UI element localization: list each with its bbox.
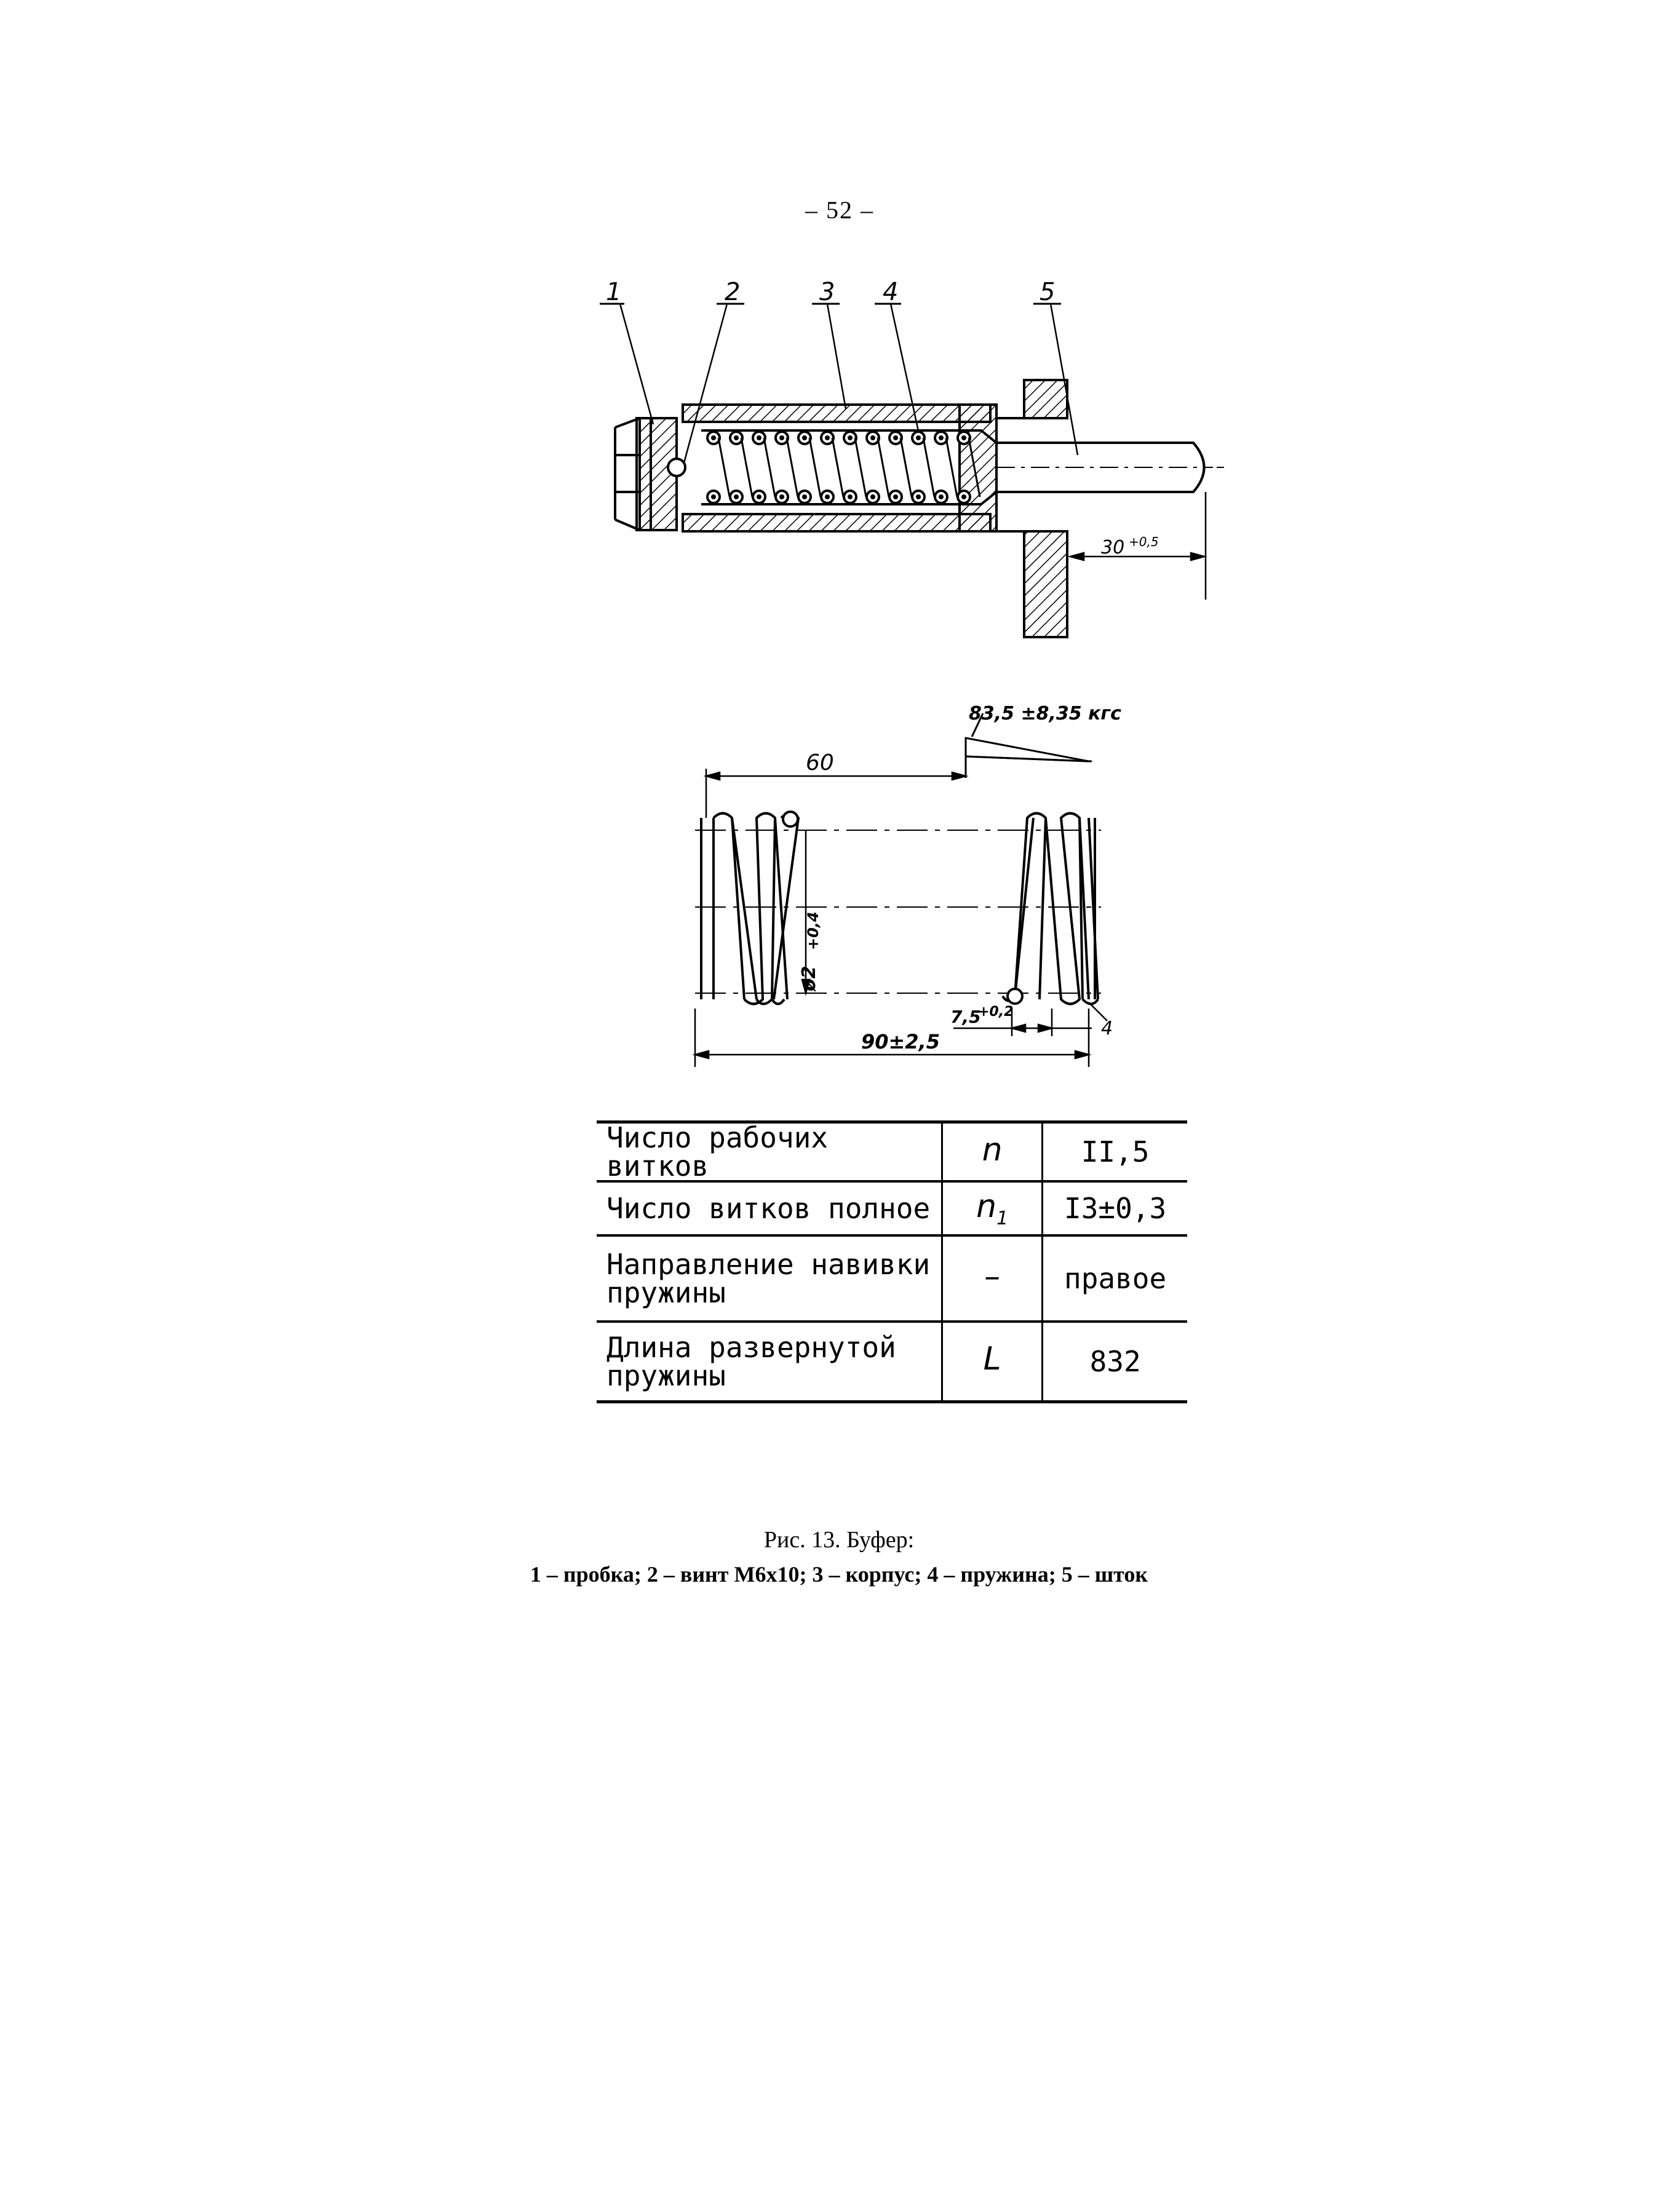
coil-section-core <box>711 435 716 440</box>
dimension-wire-diameter: ø2 <box>798 965 820 991</box>
spring-spec-table <box>597 1120 1187 1403</box>
dimension-60: 60 <box>806 750 834 775</box>
coil-section-core <box>961 435 966 440</box>
stroke-dimension-tolerance: +0,5 <box>1129 534 1159 549</box>
rod <box>960 430 1224 504</box>
coil-wire <box>741 438 752 497</box>
coil-section-core <box>825 494 830 499</box>
coil-section-core <box>757 435 761 440</box>
coil-section-core <box>870 494 875 499</box>
coil-wire <box>809 438 821 497</box>
spring-callout-4: 4 <box>1101 1018 1113 1039</box>
callout-labels <box>606 278 1055 306</box>
coil-section-core <box>779 435 784 440</box>
coil-section-core <box>848 494 853 499</box>
coil-section-core <box>939 494 944 499</box>
coil-wire <box>764 438 775 497</box>
coil-wire <box>855 438 866 497</box>
coil-section-core <box>916 435 921 440</box>
coil-wire <box>832 438 843 497</box>
value-cell: I3±0,3 <box>1043 1181 1187 1235</box>
coil-section-core <box>939 435 944 440</box>
coil-section-core <box>711 494 716 499</box>
caption-legend: 1 – пробка; 2 – винт М6х10; 3 – корпус; 4 – пружина; 5 – шток <box>530 1562 1148 1587</box>
dimension-pitch-tolerance: +0,2 <box>978 1004 1014 1020</box>
table-row <box>597 1181 1187 1235</box>
symbol-cell: n <box>942 1122 1043 1182</box>
symbol-cell: $n_1$ <box>942 1181 1043 1235</box>
callout-4: 4 <box>883 278 899 306</box>
coil-section-core <box>734 494 739 499</box>
symbol-cell: – <box>942 1235 1043 1322</box>
callout-5: 5 <box>1040 278 1056 306</box>
coil-wire <box>878 438 889 497</box>
value-cell: 832 <box>1043 1322 1187 1401</box>
param-cell: Длина развернутой пружины <box>597 1322 942 1401</box>
coil-section-core <box>893 435 898 440</box>
param-cell: Число витков полное <box>597 1181 942 1235</box>
value-cell: правое <box>1043 1235 1187 1322</box>
param-cell: Число рабочих витков <box>597 1122 942 1182</box>
symbol-cell: L <box>942 1322 1043 1401</box>
callout-2: 2 <box>725 278 741 306</box>
page-number: – 52 – <box>805 196 874 224</box>
spring-drawing <box>695 703 1121 1067</box>
table-row <box>597 1122 1187 1182</box>
coil-section-core <box>802 494 807 499</box>
coil-section-core <box>961 494 966 499</box>
coil-wire <box>718 438 730 497</box>
callout-3: 3 <box>819 278 835 306</box>
flange-plate <box>996 380 1067 637</box>
coil-section-core <box>734 435 739 440</box>
coil-section-core <box>916 494 921 499</box>
caption-title: Рис. 13. Буфер: <box>763 1527 915 1553</box>
coil-section-core <box>825 435 830 440</box>
housing <box>683 405 996 531</box>
coil-wire <box>946 438 957 497</box>
coil-wire <box>923 438 934 497</box>
table-row <box>597 1322 1187 1401</box>
value-cell: II,5 <box>1043 1122 1187 1182</box>
dimension-overall-length: 90±2,5 <box>861 1030 940 1053</box>
coil-section-core <box>779 494 784 499</box>
coil-section-core <box>802 435 807 440</box>
callout-1: 1 <box>606 278 622 306</box>
param-cell: Направление навивки пружины <box>597 1235 942 1322</box>
coil-wire <box>787 438 798 497</box>
spring-coils <box>707 432 980 503</box>
coil-section-core <box>893 494 898 499</box>
coil-section-core <box>848 435 853 440</box>
dimension-wire-diameter-tolerance: +0,4 <box>805 911 822 950</box>
table-row <box>597 1235 1187 1322</box>
coil-section-core <box>757 494 761 499</box>
plug <box>615 418 685 530</box>
figure-caption <box>185 1523 1493 1591</box>
dimension-pitch: 7,5 <box>950 1007 981 1027</box>
coil-section-core <box>870 435 875 440</box>
stroke-dimension-value: 30 <box>1101 537 1125 558</box>
coil-wire <box>901 438 912 497</box>
force-label: 83,5 ±8,35 кгс <box>969 703 1121 724</box>
